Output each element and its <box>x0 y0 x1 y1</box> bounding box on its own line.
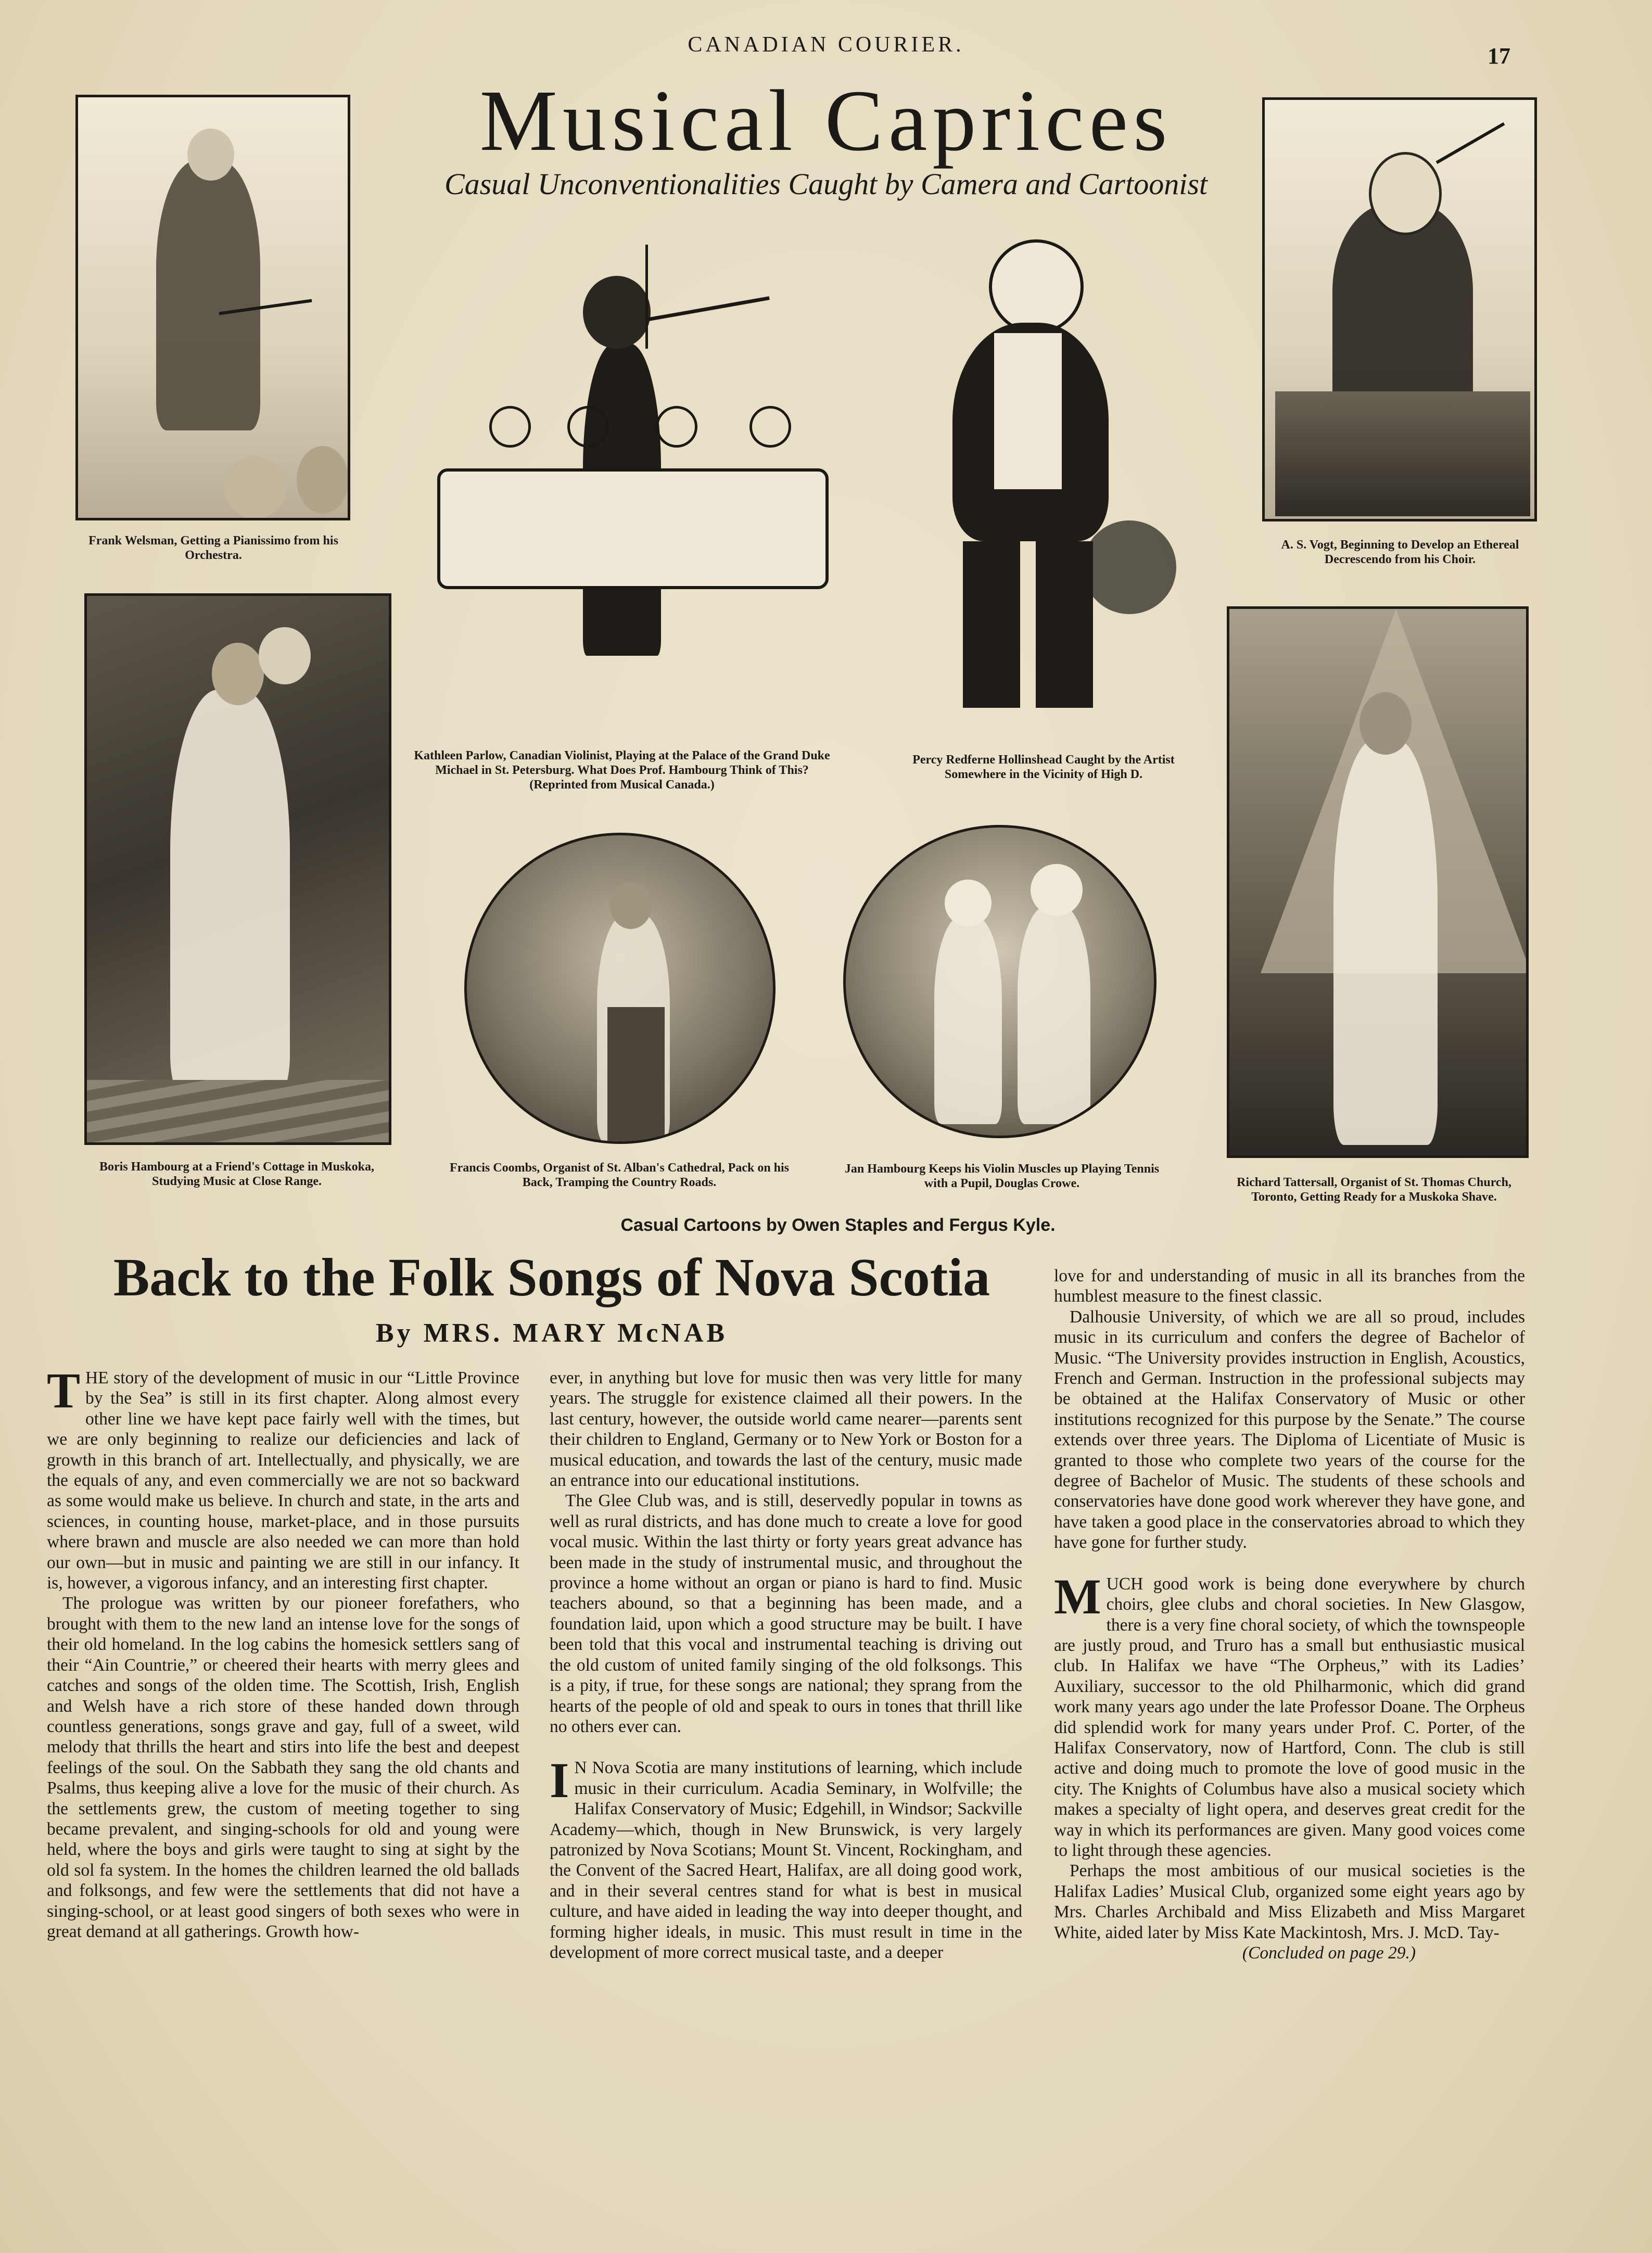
article-byline: By MRS. MARY McNAB <box>375 1318 728 1348</box>
drop-cap: T <box>47 1363 81 1418</box>
article-paragraph: THE story of the development of music in our “Little Province by the Sea” is still in its first chapter. Along almost every other line we have kept pace fairly well with the times, but we are only beginning to realize our deficiencies and lack of growth in this branch of art. Intellectually, and physically, we are the equals of any, and even commercially we are not so backward as some would make us believe. In church and state, in the arts and sciences, in counting house, market-place, and in those pursuits where brawn and muscle are also needed we can more than hold our own—but in music and painting we are still in our infancy. It is, however, a vigorous infancy, and an interesting first chapter. <box>47 1363 519 1593</box>
article-paragraph: The Glee Club was, and is still, deservedly popular in towns as well as rural districts, and has done much to create a love for good vocal music. Within the last thirty or forty years great advance has been made in the study of instrumental music, and throughout the province a home without an organ or piano is hard to find. Music teachers abound, so that a beginning has been made, and a foundation laid, upon which a good structure may be built. I have been told that this vocal and instrumental teaching is driving out the old custom of united family singing of the old folksongs. This is a pity, if true, for these songs are national; they sprang from the hearts of the people of old and speak to ours in tones that thrill like no others ever can. <box>550 1491 1022 1736</box>
article-paragraph: I N Nova Scotia are many institutions of learning, which include music in their curriculum. Acadia Seminary, in Wolfville; the Halifax Conservatory of Music; Edgehill, in Windsor; Sackville Academy—which, though in New Brunswick, is very largely patronized by Nova Scotians; Mount St. Vincent, Rockingham, and the Convent of the Sacred Heart, Halifax, are all doing good work, and in their several centres stand for what is best in musical culture, and have aided in leading the way into deeper thought, and forming higher ideals, in music. This must result in time in the development of more correct musical taste, and a deeper <box>550 1752 1022 1962</box>
parlow-cartoon <box>427 229 833 729</box>
continued-note: (Concluded on page 29.) <box>1242 1943 1416 1963</box>
caption-parlow: Kathleen Parlow, Canadian Violinist, Playing at the Palace of the Grand Duke Michael in St. Petersburg. What Does Prof. Hambourg Think of This? (Reprinted from Musical Canada.) <box>414 749 830 792</box>
welsman-sketch <box>75 95 350 520</box>
jan-photo <box>843 825 1157 1138</box>
article-paragraph: Perhaps the most ambitious of our musical societies is the Halifax Ladies’ Musical Club, organized some eight years ago by Mrs. Charles Archibald and Miss Elizabeth and Miss Margaret White, aided later by Miss Kate Mackintosh, Mrs. J. McD. Tay- <box>1054 1861 1525 1942</box>
article-column-1 <box>47 1363 519 1942</box>
page-title: Musical Caprices <box>479 72 1173 169</box>
hollinshead-cartoon <box>885 229 1176 729</box>
article-column-2 <box>550 1368 1022 1963</box>
caption-tattersall: Richard Tattersall, Organist of St. Thomas Church, Toronto, Getting Ready for a Muskoka Shave. <box>1237 1176 1511 1204</box>
cartoon-credit: Casual Cartoons by Owen Staples and Fergus Kyle. <box>620 1215 1056 1235</box>
article-column-3 <box>1054 1266 1525 1963</box>
caption-coombs: Francis Coombs, Organist of St. Alban's Cathedral, Pack on his Back, Tramping the Country Roads. <box>449 1161 790 1189</box>
caption-boris: Boris Hambourg at a Friend's Cottage in Muskoka, Studying Music at Close Range. <box>99 1160 375 1188</box>
page-number: 17 <box>1488 43 1510 69</box>
article-title: Back to the Folk Songs of Nova Scotia <box>113 1248 990 1307</box>
coombs-photo <box>464 833 776 1144</box>
boris-photo <box>84 593 391 1145</box>
caption-jan: Jan Hambourg Keeps his Violin Muscles up Playing Tennis with a Pupil, Douglas Crowe. <box>844 1162 1160 1190</box>
tattersall-photo <box>1227 606 1529 1158</box>
article-paragraph: ever, in anything but love for music then was very little for many years. The struggle for existence claimed all their powers. In the last century, however, the outside world came nearer—parents sent their children to England, Germany or to New York or Boston for a musical education, and towards the last of the century, music made an entrance into our educational institutions. <box>550 1368 1022 1491</box>
drop-cap: I <box>550 1752 569 1809</box>
caption-hollinshead: Percy Redferne Hollinshead Caught by the Artist Somewhere in the Vicinity of High D. <box>912 753 1175 781</box>
running-head: CANADIAN COURIER. <box>688 33 964 57</box>
caption-welsman: Frank Welsman, Getting a Pianissimo from his Orchestra. <box>88 534 338 562</box>
drop-cap: M <box>1054 1568 1101 1624</box>
article-paragraph: love for and understanding of music in all its branches from the humblest measure to the finest classic. <box>1054 1266 1525 1306</box>
vogt-sketch <box>1262 97 1537 521</box>
article-paragraph: MUCH good work is being done everywhere by church choirs, glee clubs and choral societies. In New Glasgow, there is a very fine choral society, of which the townspeople are justly proud, and Truro has a small but enthusiastic musical club. In Halifax we have “The Orpheus,” with its Ladies’ Auxiliary, successor to the old Philharmonic, which did grand work many years ago under the late Professor Doane. The Orpheus did splendid work for many years under Prof. C. Porter, of the Halifax Conservatory, now of Hartford, Conn. The club is still active and doing much to promote the love of good music in the city. The Knights of Columbus have also a musical society which makes a specialty of light opera, and deserves great credit for the way in which its performances are given. Many good voices come to light through these agencies. <box>1054 1568 1525 1860</box>
article-paragraph: The prologue was written by our pioneer forefathers, who brought with them to the new land an intense love for the songs of their old homeland. In the log cabins the homesick settlers sang of their “Ain Countrie,” or cheered their hearts with merry glees and catches and songs of the olden time. The Scottish, Irish, English and Welsh have a rich store of these handed down through countless generations, songs grave and gay, full of a sweet, wild melody that thrills the heart and stirs into life the best and deepest feelings of the soul. On the Sabbath they sang the old chants and Psalms, thus keeping alive a love for the music of their church. As the settlements grew, the custom of meeting together to sing became prevalent, and singing-schools for old and young were held, where the boys and girls were taught to sing at sight by the old sol fa system. In the homes the children learned the old ballads and folksongs, and few were the settlements that did not have a singing-school, or at least good singers of both sexes who were in great demand at all gatherings. Growth how- <box>47 1594 519 1941</box>
page-subtitle: Casual Unconventionalities Caught by Camera and Cartoonist <box>444 167 1208 201</box>
caption-vogt: A. S. Vogt, Beginning to Develop an Ethereal Decrescendo from his Choir. <box>1281 538 1519 566</box>
article-paragraph: Dalhousie University, of which we are all so proud, includes music in its curriculum and confers the degree of Bachelor of Music. “The University provides instruction in English, Acoustics, French and German. Instruction in the professional subjects may be obtained at the Halifax Conservatory of Music or other institutions recognized for this purpose by the Senate.” The course extends over three years. The Diploma of Licentiate of Music is granted to those who complete two years of the course for the degree of Bachelor of Music. The students of these schools and conservatories have done good work wherever they have gone, and have taken a good place in the conservatories abroad to which they have gone for further study. <box>1054 1307 1525 1552</box>
